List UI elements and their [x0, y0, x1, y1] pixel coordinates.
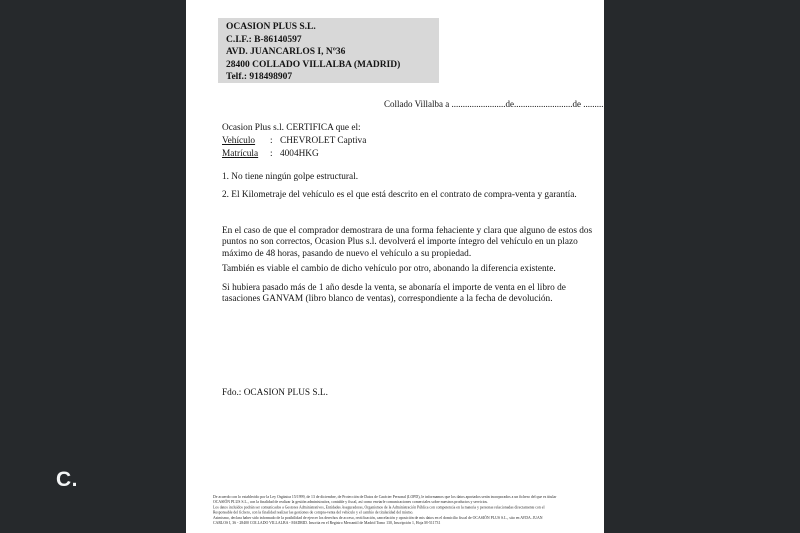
- letterhead-city: 28400 COLLADO VILLALBA (MADRID): [226, 59, 401, 70]
- exchange-paragraph: También es viable el cambio de dicho vehículo por otro, abonando la diferencia existente.: [222, 264, 556, 274]
- legal-footer-line: Responsable del fichero, con la finalidad realizar las gestiones de compra-venta del vehículo y el cambio de titularidad del mismo.: [213, 510, 414, 515]
- vehicle-label: Vehículo: [222, 136, 256, 146]
- document-page: [186, 0, 604, 533]
- letterhead-address: AVD. JUANCARLOS I, Nº36: [226, 47, 346, 57]
- ganvam-paragraph: Si hubiera pasado más de 1 año desde la venta, se abonaría el importe de venta en el libro de tasaciones GANVAM (libro blanco de ventas), correspondiente a la fecha de devolución.: [222, 283, 566, 305]
- signature-line: Fdo.: OCASION PLUS S.L.: [222, 388, 328, 398]
- legal-footer-line: Asimismo, declara haber sido informado de la posibilidad de ejercer los derechos de acceso, rectificación, cancelación y oposición de mis datos en el domicilio fiscal de OCASIÓN PLUS S.L., sito en AVDA. JUAN: [213, 515, 543, 520]
- page-corner-label: C.: [56, 468, 78, 491]
- condition-item-1: 1. No tiene ningún golpe estructural.: [222, 172, 359, 182]
- letterhead-cif: C.I.F.: B-86140597: [226, 34, 302, 45]
- legal-footer-line: Los datos incluidos podrán ser comunicados a Gestores Administrativos, Entidades Aseguradoras, Organismos de la Administración Pública con competencia en la materia y personas relacionadas directamente con el: [213, 505, 545, 510]
- vehicle-separator: :: [270, 136, 273, 146]
- vehicle-value: CHEVROLET Captiva: [280, 136, 367, 146]
- legal-footer-line: CARLOS I, 36 - 28400 COLLADO VILLALBA - MADRID. Inscrita en el Registro Mercantil de Madrid Tomo 130, Inscripción 1, Hoja M-511731: [213, 520, 441, 526]
- plate-separator: :: [270, 149, 273, 159]
- condition-item-2: 2. El Kilometraje del vehículo es el que está descrito en el contrato de compra-venta y garantía.: [222, 190, 577, 200]
- plate-line: [222, 149, 319, 159]
- letterhead-phone: Telf.: 918498907: [226, 72, 293, 82]
- vehicle-line: [222, 136, 366, 146]
- legal-footer-line: OCASIÓN PLUS S.L., con la finalidad de realizar la gestión administrativa, contable y fiscal, así como enviarle comunicaciones comerciales sobre nuestros productos y servicios.: [213, 499, 489, 505]
- letterhead-block: [218, 18, 439, 83]
- certifies-line: Ocasion Plus s.l. CERTIFICA que el:: [222, 123, 361, 133]
- plate-value: 4004HKG: [280, 149, 319, 159]
- refund-paragraph: En el caso de que el comprador demostrara de una forma fehaciente y clara que alguno de estos dos puntos no son correctos, Ocasion Plus s.l. devolverá el importe íntegro del vehículo en un plazo máximo de 48 horas, pasando de nuevo el vehículo a su propiedad.: [222, 226, 593, 259]
- plate-label: Matrícula: [222, 149, 259, 159]
- legal-footer: [213, 494, 587, 526]
- letterhead-company: OCASION PLUS S.L.: [226, 22, 316, 32]
- legal-footer-line: De acuerdo con lo establecido por la Ley Orgánica 15/1999, de 13 de diciembre, de Protección de Datos de Carácter Personal (LOPD), le informamos que los datos aportados serán incorporados a un fichero del que es titular: [213, 494, 557, 499]
- date-line: Collado Villalba a ........................de..........................de .........: [384, 99, 604, 109]
